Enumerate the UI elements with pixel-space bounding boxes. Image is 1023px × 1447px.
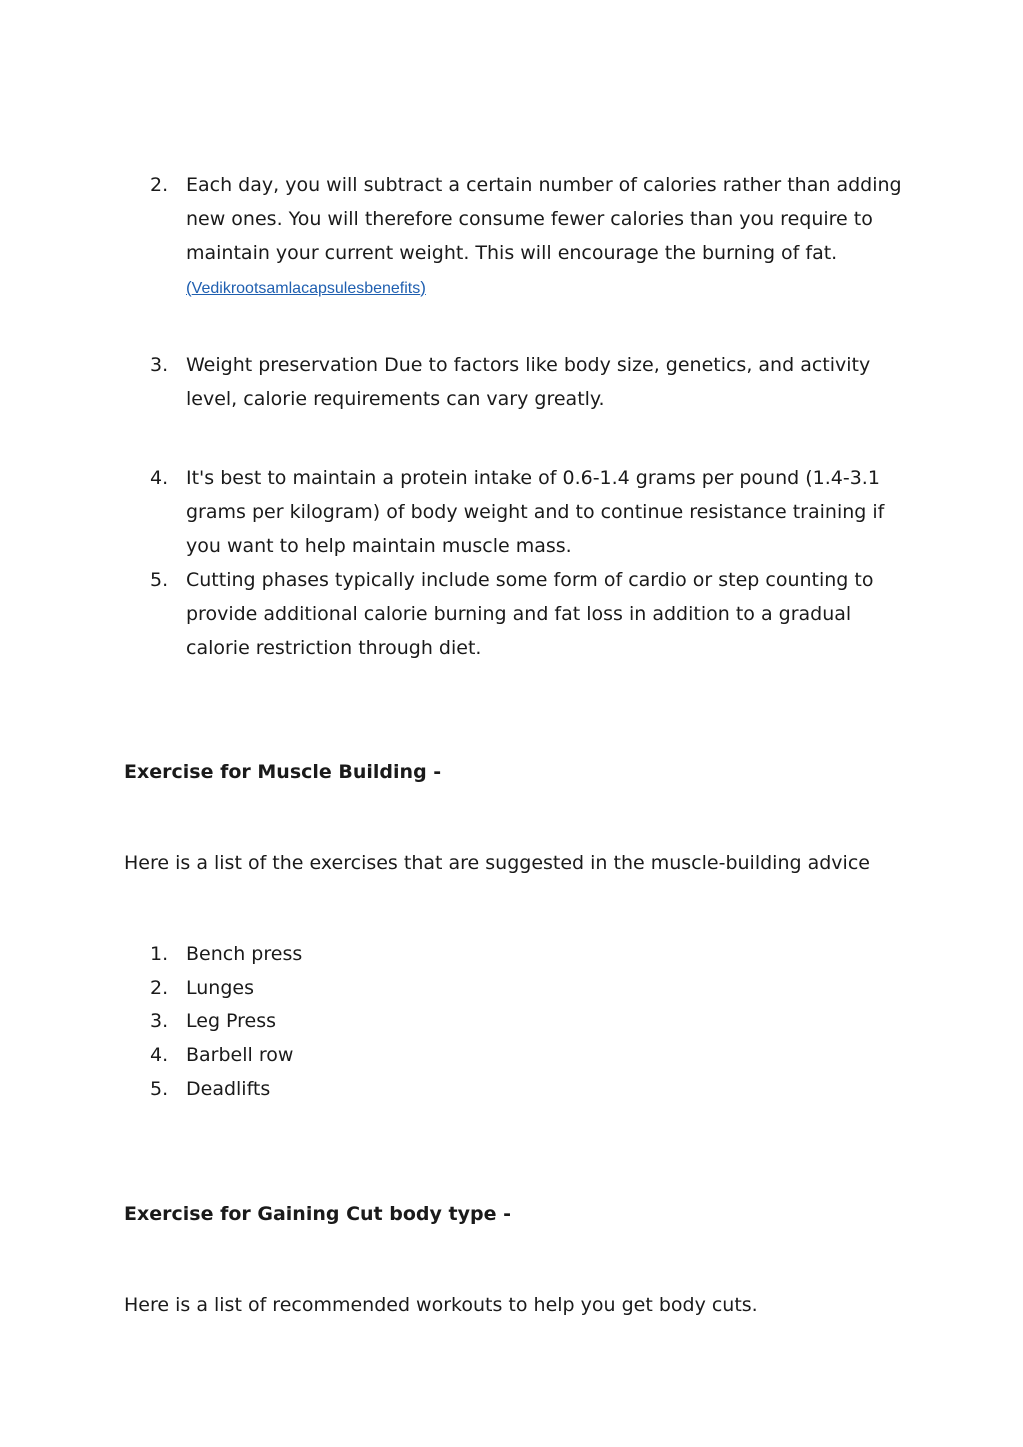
list-item-number: 2. bbox=[150, 977, 169, 999]
link-close-paren: ) bbox=[420, 278, 426, 297]
list-item bbox=[150, 1038, 910, 1072]
list-item bbox=[150, 168, 910, 304]
list-item-text: Weight preservation Due to factors like body size, genetics, and activity level, calorie requirements can vary greatly. bbox=[186, 354, 871, 410]
list-item bbox=[150, 461, 910, 563]
list-item-number: 3. bbox=[150, 354, 169, 376]
link-text: Vedikrootsamlacapsulesbenefits bbox=[191, 280, 421, 297]
list-item-text: Bench press bbox=[186, 943, 303, 965]
list-item-text: Deadlifts bbox=[186, 1078, 271, 1100]
list-item bbox=[150, 1072, 910, 1106]
list-item bbox=[150, 348, 910, 416]
list-item-number: 5. bbox=[150, 1078, 169, 1100]
section-heading-cut: Exercise for Gaining Cut body type - bbox=[124, 1203, 511, 1225]
list-item-text: It's best to maintain a protein intake of 0.6-1.4 grams per pound (1.4-3.1 grams per kilogram) of body weight and to continue resistance training if you want to help maintain muscle mass. bbox=[186, 467, 885, 557]
list-item-text: Leg Press bbox=[186, 1010, 277, 1032]
list-item-number: 4. bbox=[150, 467, 169, 489]
section-intro-cut: Here is a list of recommended workouts to help you get body cuts. bbox=[124, 1294, 758, 1316]
list-item-number: 3. bbox=[150, 1010, 169, 1032]
list-item-text bbox=[186, 168, 910, 306]
list-item-number: 2. bbox=[150, 174, 169, 196]
list-item bbox=[150, 971, 910, 1005]
section-intro-muscle: Here is a list of the exercises that are suggested in the muscle-building advice bbox=[124, 852, 870, 874]
source-link[interactable] bbox=[186, 278, 426, 297]
list-item bbox=[150, 1004, 910, 1038]
list-item bbox=[150, 937, 910, 971]
list-item-text: Lunges bbox=[186, 977, 254, 999]
link-open-paren: ( bbox=[186, 278, 192, 297]
list-item-text: Cutting phases typically include some form of cardio or step counting to provide additional calorie burning and fat loss in addition to a gradual calorie restriction through diet. bbox=[186, 569, 874, 659]
list-item-number: 1. bbox=[150, 943, 169, 965]
list-item-body: Each day, you will subtract a certain number of calories rather than adding new ones. You will therefore consume fewer calories than you require to maintain your current weight. This will encourage the burning of fat. bbox=[186, 174, 902, 264]
section-heading-muscle: Exercise for Muscle Building - bbox=[124, 761, 442, 783]
list-item-text: Barbell row bbox=[186, 1044, 294, 1066]
list-item bbox=[150, 563, 910, 665]
list-item-number: 5. bbox=[150, 569, 169, 591]
list-item-number: 4. bbox=[150, 1044, 169, 1066]
